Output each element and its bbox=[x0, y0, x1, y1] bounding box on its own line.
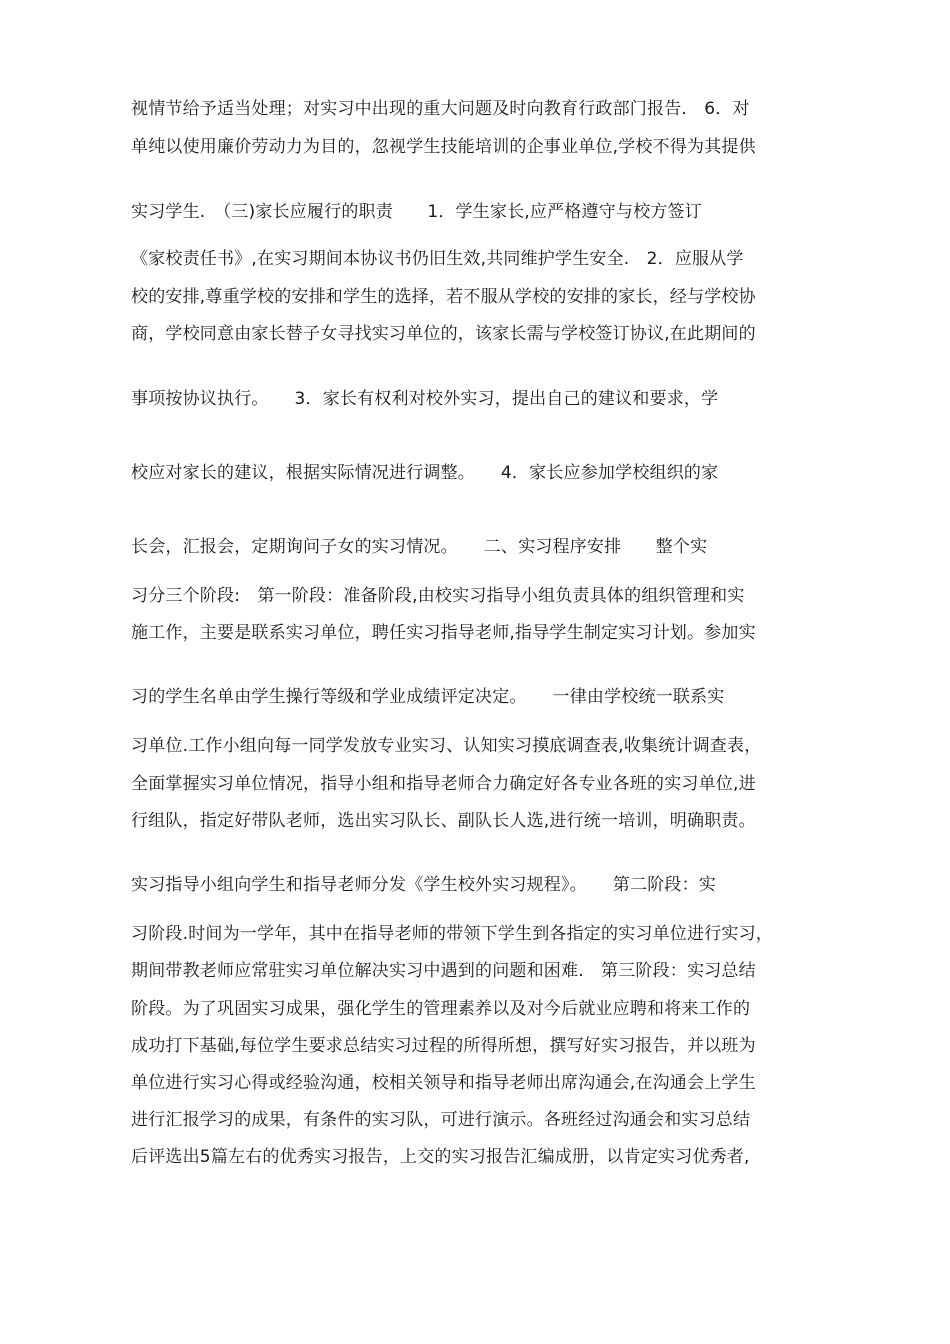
text-line: 商，学校同意由家长替子女寻找实习单位的，该家长需与学校签订协议,在此期间的 bbox=[131, 324, 756, 344]
text-line: 习阶段.时间为一学年，其中在指导老师的带领下学生到各指定的实习单位进行实习， bbox=[131, 924, 774, 944]
text-line: 校应对家长的建议，根据实际情况进行调整。 4．家长应参加学校组织的家 bbox=[131, 463, 719, 483]
text-line: 期间带教老师应常驻实习单位解决实习中遇到的问题和困难. 第三阶段：实习总结 bbox=[131, 961, 756, 981]
text-line: 《家校责任书》,在实习期间本协议书仍旧生效,共同维护学生安全. 2．应服从学 bbox=[131, 249, 744, 269]
text-line: 习分三个阶段: 第一阶段：准备阶段,由校实习指导小组负责具体的组织管理和实 bbox=[131, 586, 745, 606]
text-line: 成功打下基础,每位学生要求总结实习过程的所得所想，撰写好实习报告，并以班为 bbox=[131, 1036, 756, 1056]
text-line: 后评选出5篇左右的优秀实习报告，上交的实习报告汇编成册，以肯定实习优秀者, bbox=[131, 1147, 750, 1167]
text-line: 行组队，指定好带队老师，选出实习队长、副队长人选,进行统一培训，明确职责。 bbox=[131, 811, 756, 831]
text-line: 习的学生名单由学生操行等级和学业成绩评定决定。 一律由学校统一联系实 bbox=[131, 687, 725, 707]
text-line: 全面掌握实习单位情况，指导小组和指导老师合力确定好各专业各班的实习单位,进 bbox=[131, 774, 756, 794]
text-line: 视情节给予适当处理；对实习中出现的重大问题及时向教育行政部门报告. 6．对 bbox=[131, 99, 750, 119]
text-line: 实习学生. （三)家长应履行的职责 1．学生家长,应严格遵守与校方签订 bbox=[131, 202, 702, 222]
text-line: 单纯以使用廉价劳动力为目的，忽视学生技能培训的企事业单位,学校不得为其提供 bbox=[131, 137, 756, 157]
text-line: 阶段。为了巩固实习成果，强化学生的管理素养以及对今后就业应聘和将来工作的 bbox=[131, 999, 751, 1019]
text-line: 施工作，主要是联系实习单位，聘任实习指导老师,指导学生制定实习计划。参加实 bbox=[131, 623, 756, 643]
text-line: 校的安排,尊重学校的安排和学生的选择，若不服从学校的安排的家长，经与学校协 bbox=[131, 287, 756, 307]
text-line: 长会，汇报会，定期询问子女的实习情况。 二、实习程序安排 整个实 bbox=[131, 537, 708, 557]
text-line: 单位进行实习心得或经验沟通，校相关领导和指导老师出席沟通会,在沟通会上学生 bbox=[131, 1073, 756, 1093]
text-line: 进行汇报学习的成果，有条件的实习队，可进行演示。各班经过沟通会和实习总结 bbox=[131, 1110, 751, 1130]
text-line: 事项按协议执行。 3．家长有权利对校外实习，提出自己的建议和要求，学 bbox=[131, 389, 719, 409]
text-line: 习单位.工作小组向每一同学发放专业实习、认知实习摸底调查表,收集统计调查表， bbox=[131, 736, 762, 756]
text-line: 实习指导小组向学生和指导老师分发《学生校外实习规程》。 第二阶段：实 bbox=[131, 875, 716, 895]
